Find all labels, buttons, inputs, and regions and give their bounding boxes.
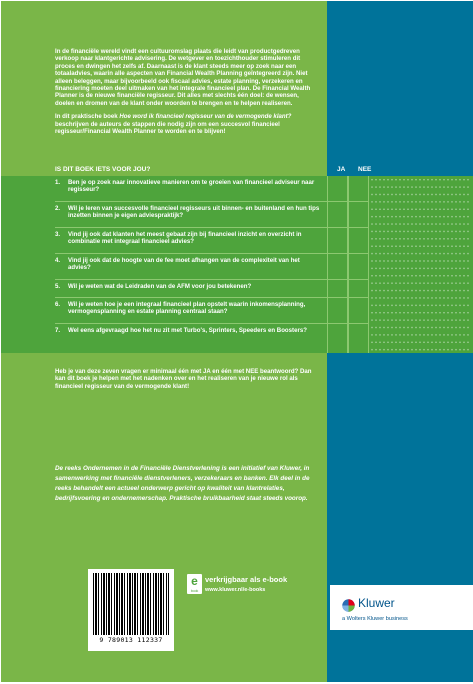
column-nee-label: NEE: [358, 166, 372, 173]
question-row-2: [55, 202, 327, 228]
intro-paragraph-2-lead: In dit praktische boek: [55, 113, 120, 121]
publisher-name: Kluwer: [358, 596, 395, 610]
ebook-url[interactable]: www.kluwer.nl/e-books: [205, 587, 266, 593]
question-row-3: [55, 228, 327, 254]
question-row-4: [55, 254, 327, 280]
questions-title: IS DIT BOEK IETS VOOR JOU?: [55, 166, 151, 173]
intro-paragraph-2-tail: beschrijven de auteurs de stappen die nodig zijn om een succesvol financieel regisseur/Financial Wealth Planner te worden en te blijven!: [55, 120, 280, 136]
ebook-title: verkrijgbaar als e-book: [205, 575, 288, 584]
ja-checkbox[interactable]: [328, 202, 347, 228]
question-number: 3.: [55, 231, 61, 238]
book-title-inline: Hoe word ik financieel regisseur van de vermogende klant?: [119, 113, 292, 121]
question-number: 7.: [55, 327, 61, 334]
question-row-6: [55, 298, 327, 324]
nee-checkbox[interactable]: [349, 228, 368, 254]
ja-checkbox[interactable]: [328, 254, 347, 280]
ja-checkbox-column: [327, 176, 348, 353]
nee-checkbox[interactable]: [349, 324, 368, 353]
ebook-icon: [187, 574, 202, 594]
question-row-7: [55, 324, 327, 353]
intro-paragraph-1: In de financiële wereld vindt een cultuuromslag plaats die leidt van productgedreven verkoop naar klantgerichte advisering. De wetgever en toezichthouder stimuleren dit proces en dwingen het zelfs af. Daarnaast is de klant steeds meer op zoek naar een totaaladvies, waarin alle aspecten van Financial Wealth Planning geïntegreerd zijn. Niet alleen beleggen, maar bijvoorbeeld ook fiscaal advies, estate planning, verzekeren en financiering moeten deel uitmaken van het integrale financieel plan. De Financial Wealth Planner is de nieuwe financiële regisseur. Dit alles met slechts één doel: de wensen, doelen en dromen van de klant onder woorden te brengen en te helpen realiseren.: [55, 48, 311, 107]
series-description: De reeks Ondernemen in de Financiële Dienstverlening is een initiatief van Kluwer, in samenwerking met financiële dienstverleners, verzekeraars en banken. Elk deel in de reeks behandelt een actueel onderwerp gericht op kwaliteit van klantrelaties, bedrijfsvoering en ondernemerschap. Praktische bruikbaarheid staat steeds voorop.: [55, 465, 310, 502]
question-number: 4.: [55, 257, 61, 264]
questions-header: [55, 166, 455, 176]
followup-text: Heb je van deze zeven vragen er minimaal één met JA en één met NEE beantwoord? Dan kan dit boek je helpen met het nadenken over en het realiseren van je nieuwe rol als financieel regisseur van de vermogende klant!: [55, 368, 312, 390]
ja-checkbox[interactable]: [328, 324, 347, 353]
question-text: Vind jij ook dat klanten het meest gebaat zijn bij financieel inzicht en overzicht in combinatie met integraal financieel advies?: [68, 231, 302, 246]
question-number: 1.: [55, 179, 61, 186]
question-number: 5.: [55, 283, 61, 290]
nee-checkbox[interactable]: [349, 280, 368, 298]
isbn-number: 9 789013 112337: [99, 636, 163, 644]
question-row-1: [55, 176, 327, 202]
nee-checkbox-column: [348, 176, 369, 353]
intro-paragraph-2: [55, 113, 317, 135]
nee-checkbox[interactable]: [349, 254, 368, 280]
ja-checkbox[interactable]: [328, 298, 347, 324]
nee-checkbox[interactable]: [349, 298, 368, 324]
question-row-5: [55, 280, 327, 298]
nee-checkbox[interactable]: [349, 202, 368, 228]
questions-list: [55, 176, 327, 353]
ja-checkbox[interactable]: [328, 228, 347, 254]
ebook-icon-letter: e: [191, 574, 198, 588]
publisher-logo-box: [330, 585, 473, 630]
question-text: Ben je op zoek naar innovatieve manieren om te groeien van financieel adviseur naar regisseur?: [68, 179, 315, 194]
question-number: 2.: [55, 205, 61, 212]
barcode: [88, 569, 174, 651]
question-text: Vind jij ook dat de hoogte van de fee moet afhangen van de complexiteit van het advies?: [68, 257, 300, 272]
question-text: Wel eens afgevraagd hoe het nu zit met Turbo's, Sprinters, Speeders en Boosters?: [68, 327, 307, 334]
ebook-icon-sub: book: [190, 589, 199, 593]
kluwer-logo-icon: [342, 599, 355, 612]
nee-checkbox[interactable]: [349, 176, 368, 202]
intro-text: [55, 48, 317, 141]
publisher-tagline: a Wolters Kluwer business: [342, 616, 408, 622]
question-text: Wil je leren van succesvolle financieel regisseurs uit binnen- en buitenland en hun tips inzetten binnen je eigen adviespraktijk?: [68, 205, 320, 220]
barcode-bars: [93, 573, 169, 635]
question-text: Wil je weten hoe je een integraal financieel plan opstelt waarin inkomensplanning, vermogensplanning en estate planning centraal staan?: [68, 301, 306, 316]
question-number: 6.: [55, 301, 61, 308]
ja-checkbox[interactable]: [328, 280, 347, 298]
ja-checkbox[interactable]: [328, 176, 347, 202]
column-ja-label: JA: [337, 166, 346, 173]
question-text: Wil je weten wat de Leidraden van de AFM voor jou betekenen?: [68, 283, 252, 290]
